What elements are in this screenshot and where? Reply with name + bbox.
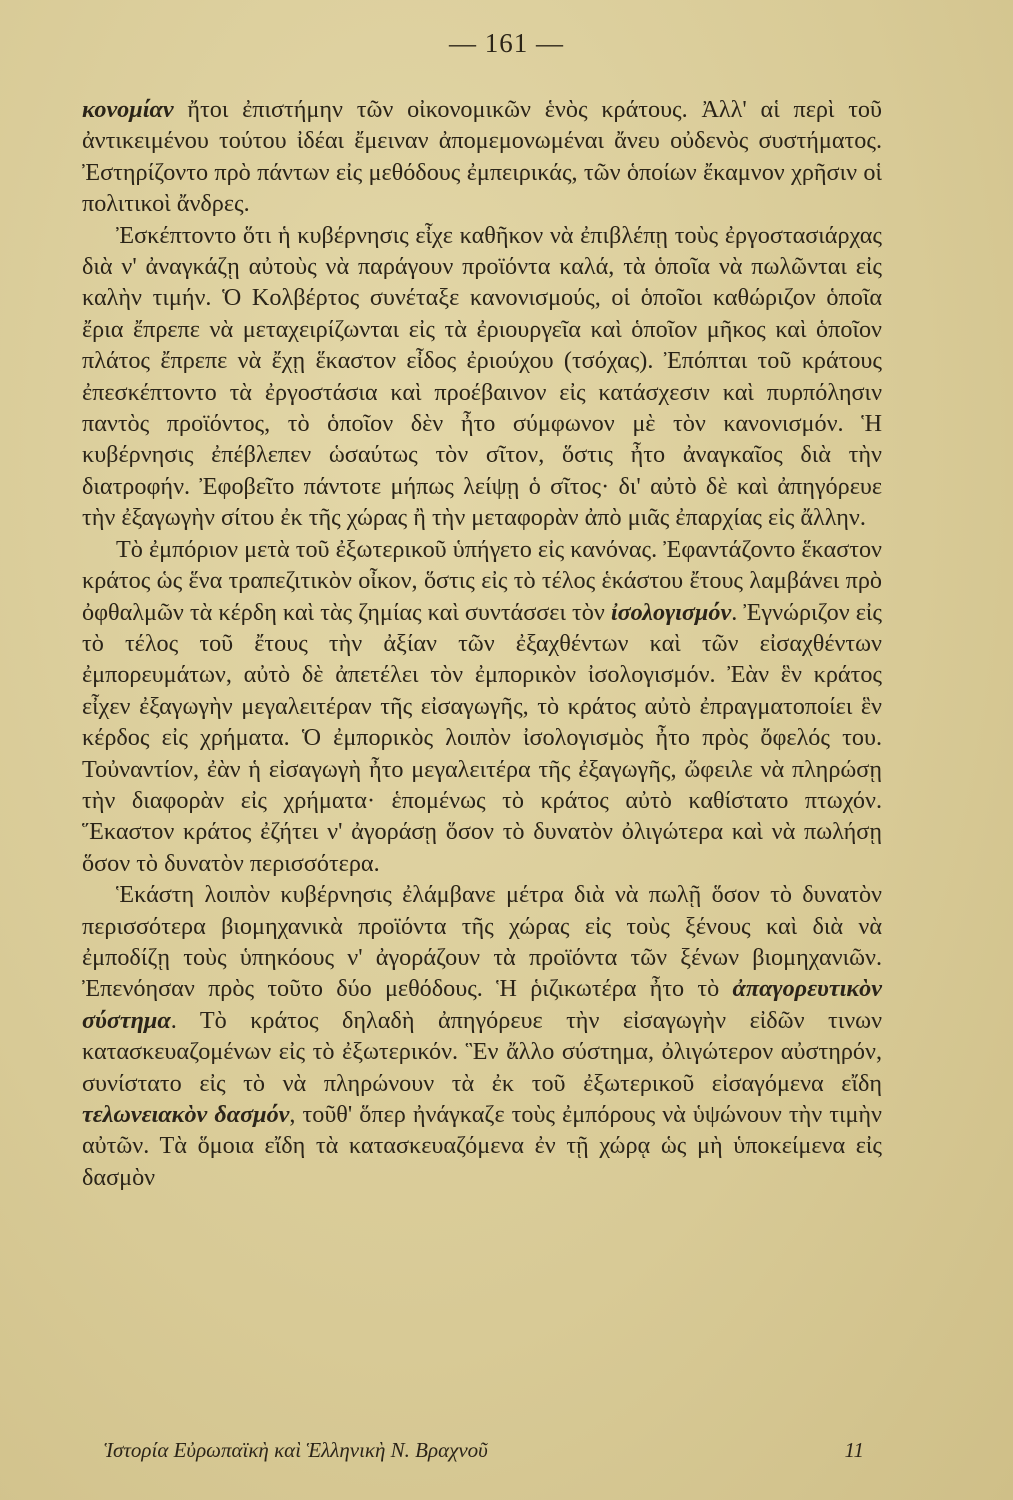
- paragraph-1: [82, 94, 882, 220]
- emphasis-term: ἀπαγορευτικὸν σύστημα: [82, 975, 882, 1034]
- paragraph-text: Ἐσκέπτοντο ὅτι ἡ κυβέρνησις εἶχε καθῆκον νὰ ἐπιβλέπῃ τοὺς ἐργοστασιάρχας διὰ ν' ἀναγκάζῃ αὐτοὺς νὰ παράγουν προϊόντα καλά, τὰ ὁποῖα νὰ πωλῶνται εἰς καλὴν τιμήν. Ὁ Κολβέρτος συνέταξε κανονισμούς, οἱ ὁποῖοι καθώριζον ὁποῖα ἔρια ἔπρεπε νὰ μεταχειρίζωνται εἰς τὰ ἐριουργεῖα καὶ ὁποῖον μῆκος καὶ ὁποῖον πλάτος ἔπρεπε νὰ ἔχῃ ἕκαστον εἶδος ἐριούχου (τσόχας). Ἐπόπται τοῦ κράτους ἐπεσκέπτοντο τὰ ἐργοστάσια καὶ προέβαινον εἰς κατάσχεσιν καὶ πυρπόλησιν παντὸς προϊόντος, τὸ ὁποῖον δὲν ἦτο σύμφωνον μὲ τὸν κανονισμόν. Ἡ κυβέρνησις ἐπέβλεπεν ὡσαύτως τὸν σῖτον, ὅστις ἦτο ἀναγκαῖος διὰ τὴν διατροφήν. Ἐφοβεῖτο πάντοτε μήπως λείψῃ ὁ σῖτος· δι' αὐτὸ δὲ καὶ ἀπηγόρευε τὴν ἐξαγωγὴν σίτου ἐκ τῆς χώρας ἢ τὴν μεταφορὰν ἀπὸ μιᾶς ἐπαρχίας εἰς ἄλλην.: [82, 221, 882, 532]
- emphasis-term: κονομίαν: [82, 96, 174, 123]
- paragraph-text: Τὸ ἐμπόριον μετὰ τοῦ ἐξωτερικοῦ ὑπήγετο εἰς κανόνας. Ἐφαντάζοντο ἕκαστον κράτος ὡς ἕνα τραπεζιτικὸν οἶκον, ὅστις εἰς τὸ τέλος ἑκάστου ἔτους λαμβάνει πρὸ ὀφθαλμῶν τὰ κέρδη καὶ τὰς ζημίας καὶ συντάσσει τὸν: [82, 535, 882, 626]
- paragraph-text: , τοῦθ' ὅπερ ἠνάγκαζε τοὺς ἐμπόρους νὰ ὑψώνουν τὴν τιμὴν αὐτῶν. Τὰ ὅμοια εἴδη τὰ κατασκευαζόμενα ἐν τῇ χώρᾳ ὡς μὴ ὑποκείμενα εἰς δασμὸν: [82, 1101, 882, 1191]
- paragraph-text: Ἑκάστη λοιπὸν κυβέρνησις ἐλάμβανε μέτρα διὰ νὰ πωλῇ ὅσον τὸ δυνατὸν περισσότερα βιομηχανικὰ προϊόντα τῆς χώρας εἰς τοὺς ξένους καὶ διὰ νὰ ἐμποδίζῃ τοὺς ὑπηκόους ν' ἀγοράζουν τὰ προϊόντα τῶν ξένων βιομηχανιῶν. Ἐπενόησαν πρὸς τοῦτο δύο μεθόδους. Ἡ ῥιζικωτέρα ἦτο τὸ: [82, 881, 882, 1003]
- paragraph-3: [82, 534, 882, 879]
- paragraph-4: [82, 879, 882, 1193]
- emphasis-term: ἰσολογισμόν: [610, 598, 732, 626]
- footer-signature-number: 11: [844, 1438, 864, 1462]
- paragraph-text: . Ἐγνώριζον εἰς τὸ τέλος τοῦ ἔτους τὴν ἀξίαν τῶν ἐξαχθέντων καὶ τῶν εἰσαχθέντων ἐμπορευμάτων, αὐτὸ δὲ ἀπετέλει τὸν ἐμπορικὸν ἰσολογισμόν. Ἐὰν ἓν κράτος εἶχεν ἐξαγωγὴν μεγαλειτέραν τῆς εἰσαγωγῆς, τὸ κράτος αὐτὸ ἐπραγματοποίει ἓν κέρδος εἰς χρήματα. Ὁ ἐμπορικὸς λοιπὸν ἰσολογισμὸς ἦτο πρὸς ὄφελός του. Τοὐναντίον, ἐὰν ἡ εἰσαγωγὴ ἦτο μεγαλειτέρα τῆς ἐξαγωγῆς, ὤφειλε νὰ πληρώσῃ τὴν διαφορὰν εἰς χρήματα· ἑπομένως τὸ κράτος αὐτὸ καθίστατο πτωχόν. Ἕκαστον κράτος ἐζήτει ν' ἀγοράσῃ ὅσον τὸ δυνατὸν ὀλιγώτερα καὶ νὰ πωλήσῃ ὅσον τὸ δυνατὸν περισσότερα.: [82, 598, 882, 877]
- paragraph-2: [82, 220, 882, 534]
- footer-book-title: Ἱστορία Εὐρωπαϊκὴ καὶ Ἑλληνικὴ Ν. Βραχνοῦ: [104, 1438, 488, 1462]
- paragraph-text: ἤτοι ἐπιστήμην τῶν οἰκονομικῶν ἑνὸς κράτους. Ἀλλ' αἱ περὶ τοῦ ἀντικειμένου τούτου ἰδέαι ἔμειναν ἀπομεμονωμέναι ἄνευ οὐδενὸς συστήματος. Ἐστηρίζοντο πρὸ πάντων εἰς μεθόδους ἐμπειρικάς, τῶν ὁποίων ἔκαμνον χρῆσιν οἱ πολιτικοὶ ἄνδρες.: [82, 96, 882, 218]
- page-footer: [104, 1438, 864, 1463]
- page-number: — 161 —: [449, 28, 564, 58]
- emphasis-term: τελωνειακὸν δασμόν: [82, 1101, 290, 1128]
- page-body: [82, 94, 882, 1193]
- paragraph-text: . Τὸ κράτος δηλαδὴ ἀπηγόρευε τὴν εἰσαγωγὴν εἰδῶν τινων κατασκευαζομένων εἰς τὸ ἐξωτερικόν. Ἓν ἄλλο σύστημα, ὀλιγώτερον αὐστηρόν, συνίστατο εἰς τὸ νὰ πληρώνουν τὰ ἐκ τοῦ ἐξωτερικοῦ εἰσαγόμενα εἴδη: [82, 1006, 882, 1097]
